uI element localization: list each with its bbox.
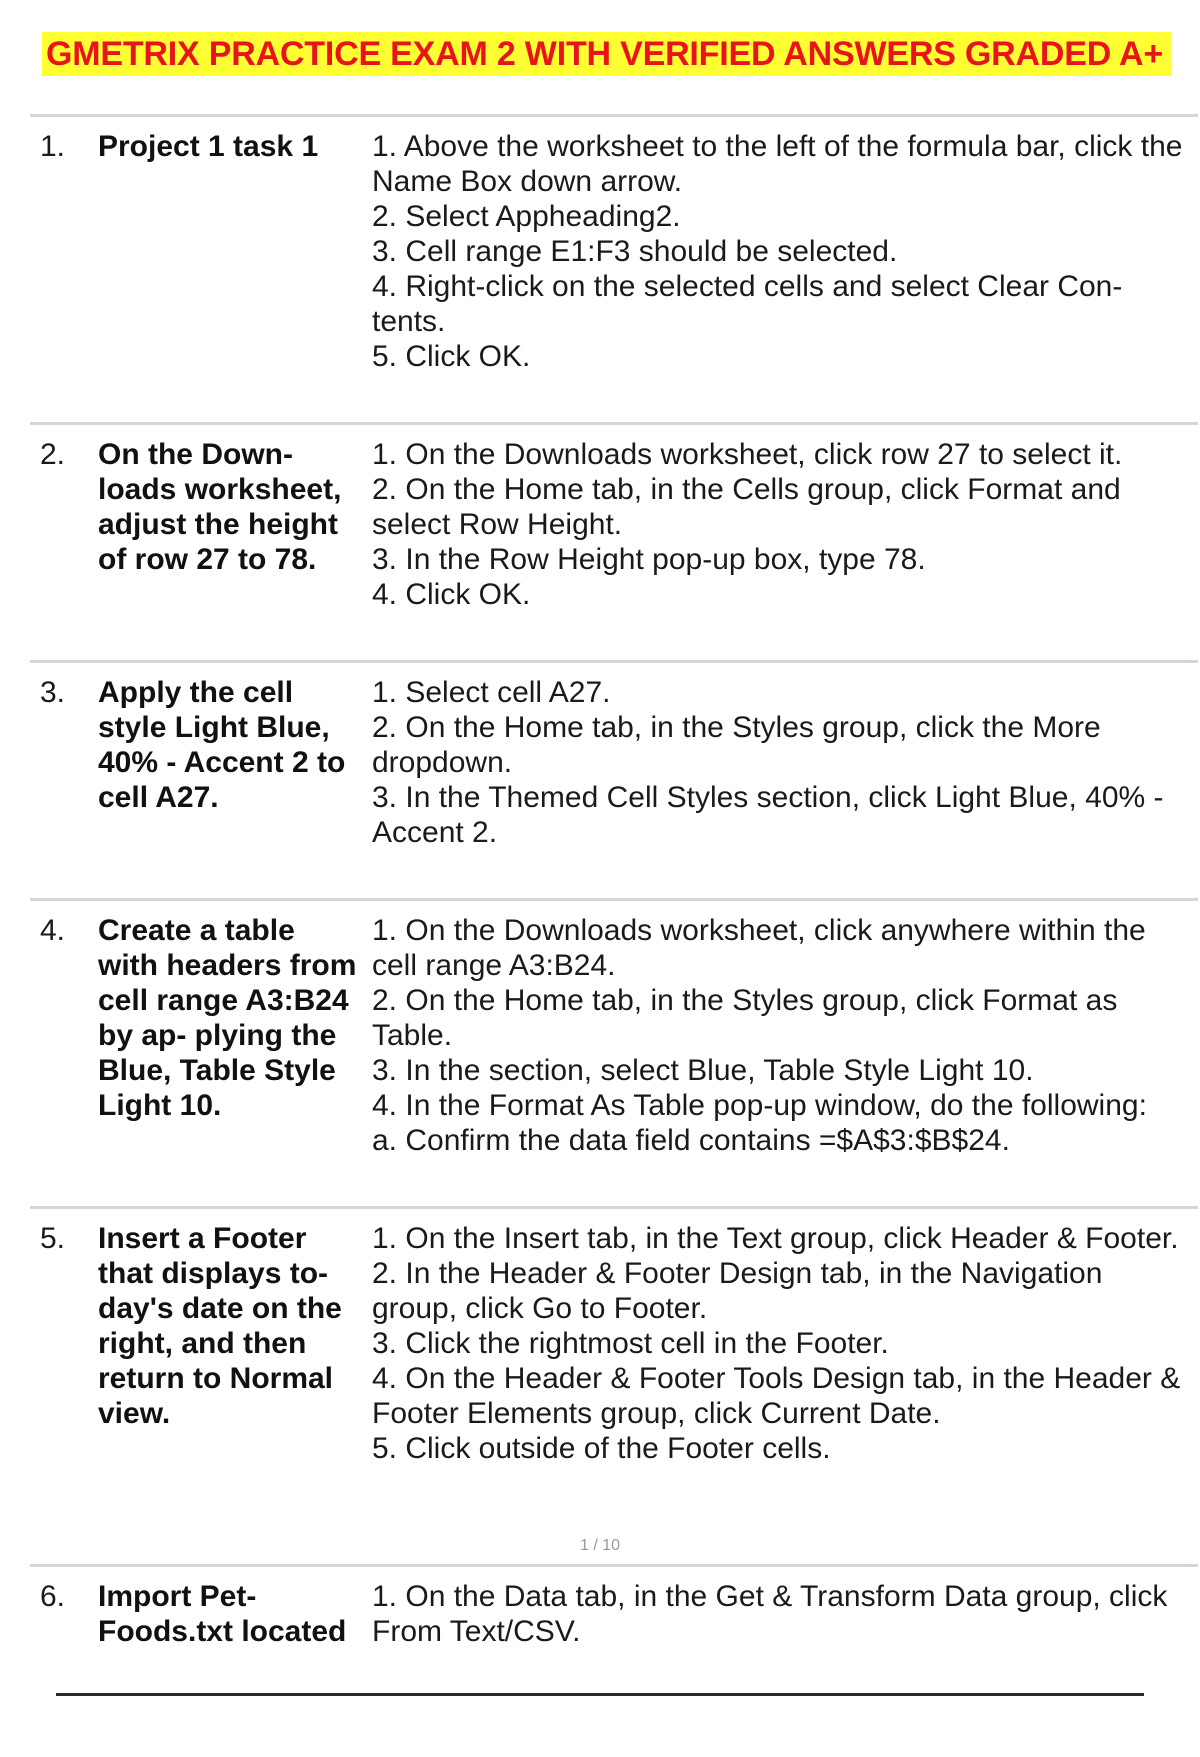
qa-list: [30, 114, 1198, 1757]
item-number: 5.: [40, 1222, 66, 1255]
answer-step: 2. Select Appheading2.: [372, 200, 681, 233]
item-question: Apply the cell style Light Blue, 40% - Accent 2 to cell A27.: [98, 676, 346, 814]
answer-step: 5. Click OK.: [372, 340, 531, 373]
answer-step: 1. Select cell A27.: [372, 676, 611, 709]
page-title: GMETRIX PRACTICE EXAM 2 WITH VERIFIED ANSWERS GRADED A+: [42, 32, 1171, 76]
item-number: 1.: [40, 130, 66, 163]
answer-step: 1. On the Data tab, in the Get & Transform Data group, click From Text/CSV.: [372, 1580, 1168, 1648]
qa-item: [30, 425, 1198, 663]
item-question: On the Down- loads worksheet, adjust the height of row 27 to 78.: [98, 438, 342, 576]
answer-step: 4. On the Header & Footer Tools Design tab, in the Header & Footer Elements group, click Current Date.: [372, 1362, 1181, 1430]
answer-step: 4. In the Format As Table pop-up window, do the following:: [372, 1089, 1147, 1122]
item-number: 2.: [40, 438, 66, 471]
item-question: Import Pet- Foods.txt located: [98, 1580, 347, 1648]
qa-item: [30, 663, 1198, 901]
answer-step: 3. In the Row Height pop-up box, type 78.: [372, 543, 926, 576]
item-number: 6.: [40, 1580, 66, 1613]
answer-step: a. Confirm the data field contains =$A$3:$B$24.: [372, 1124, 1010, 1157]
answer-step: 2. On the Home tab, in the Styles group, click the More dropdown.: [372, 711, 1101, 779]
answer-step: 1. On the Insert tab, in the Text group, click Header & Footer.: [372, 1222, 1179, 1255]
answer-step: 3. In the section, select Blue, Table Style Light 10.: [372, 1054, 1034, 1087]
answer-step: 2. On the Home tab, in the Styles group, click Format as Table.: [372, 984, 1118, 1052]
answer-step: 2. On the Home tab, in the Cells group, click Format and select Row Height.: [372, 473, 1121, 541]
answer-step: 3. Cell range E1:F3 should be selected.: [372, 235, 898, 268]
item-answer: [372, 127, 1194, 374]
answer-step: 4. Click OK.: [372, 578, 531, 611]
item-answer: [372, 911, 1194, 1158]
qa-item: [30, 1209, 1198, 1567]
qa-item: [30, 901, 1198, 1209]
item-answer: [372, 1219, 1194, 1466]
answer-step: 5. Click outside of the Footer cells.: [372, 1432, 831, 1465]
answer-step: 2. In the Header & Footer Design tab, in the Navigation group, click Go to Footer.: [372, 1257, 1103, 1325]
item-answer: [372, 435, 1194, 612]
qa-item: [30, 117, 1198, 425]
item-question: Insert a Footer that displays to- day's date on the right, and then return to Normal view.: [98, 1222, 342, 1430]
answer-step: 1. On the Downloads worksheet, click row 27 to select it.: [372, 438, 1123, 471]
answer-step: 3. Click the rightmost cell in the Footer.: [372, 1327, 889, 1360]
page-number: 1 / 10: [579, 1537, 621, 1554]
item-answer: [372, 1577, 1194, 1649]
answer-step: 4. Right-click on the selected cells and select Clear Con- tents.: [372, 270, 1123, 338]
item-question: Project 1 task 1: [98, 130, 319, 163]
bottom-divider: [56, 1693, 1144, 1696]
item-number: 4.: [40, 914, 66, 947]
answer-step: 3. In the Themed Cell Styles section, click Light Blue, 40% - Accent 2.: [372, 781, 1164, 849]
answer-step: 1. On the Downloads worksheet, click anywhere within the cell range A3:B24.: [372, 914, 1146, 982]
item-answer: [372, 673, 1194, 850]
answer-step: 1. Above the worksheet to the left of the formula bar, click the Name Box down arrow.: [372, 130, 1183, 198]
item-question: Create a table with headers from cell range A3:B24 by ap- plying the Blue, Table Style Light 10.: [98, 914, 357, 1122]
qa-item: [30, 1567, 1198, 1757]
item-number: 3.: [40, 676, 66, 709]
